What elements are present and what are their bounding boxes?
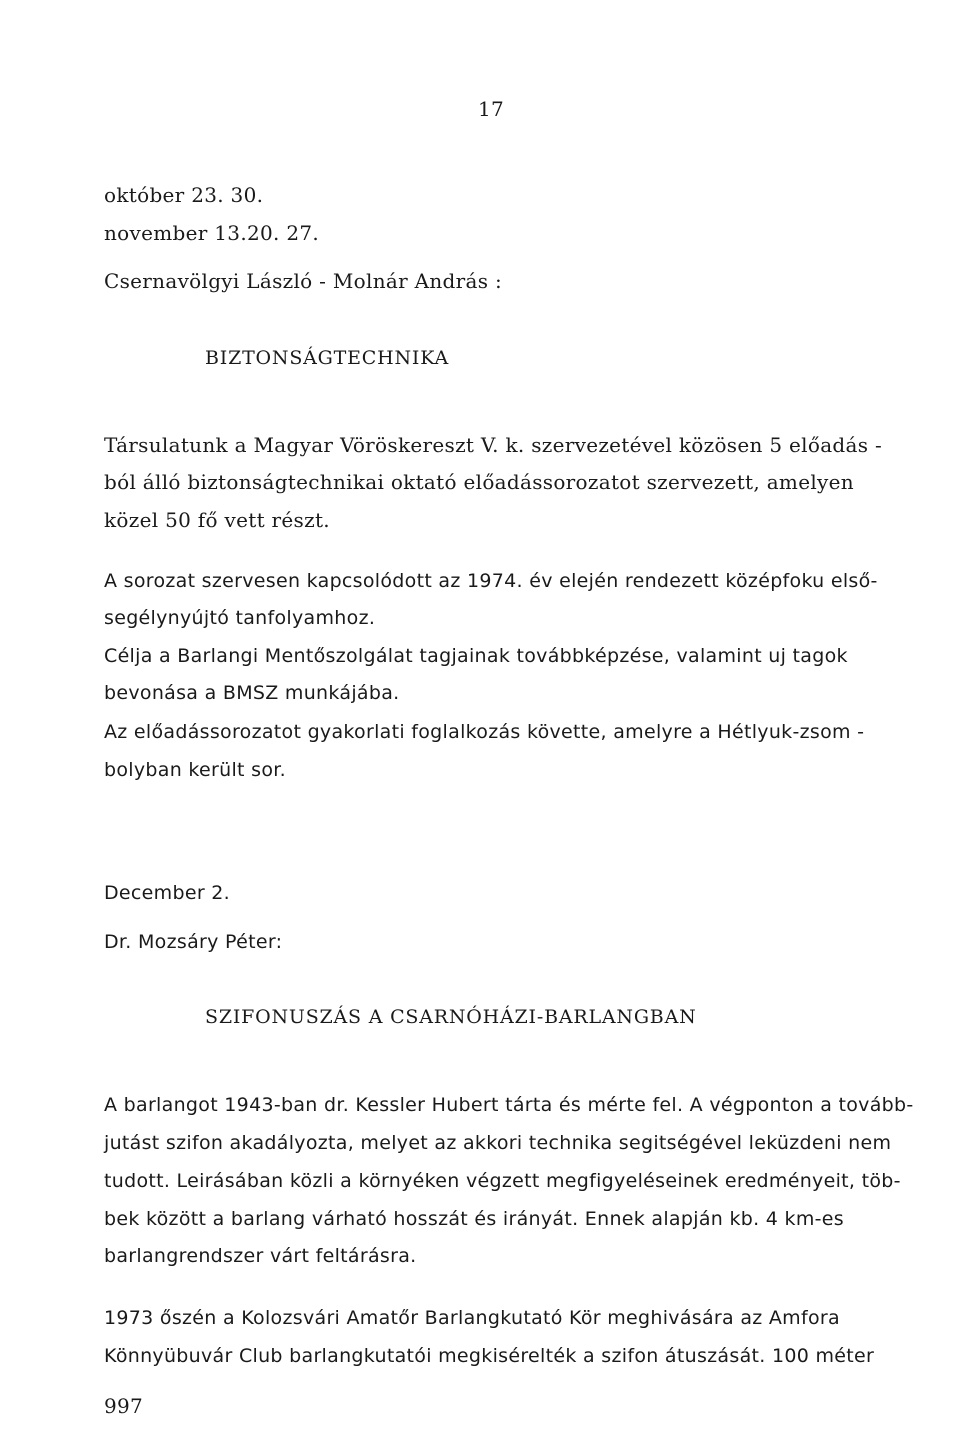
paragraph-line: A barlangot 1943-ban dr. Kessler Hubert tárta és mérte fel. A végponton a tovább- [104,1094,914,1116]
section1-title: BIZTONSÁGTECHNIKA [205,347,449,369]
paragraph-line: ból álló biztonságtechnikai oktató előadássorozatot szervezett, amelyen [104,470,854,494]
paragraph-line: segélynyújtó tanfolyamhoz. [104,607,376,629]
paragraph-line: 1973 őszén a Kolozsvári Amatőr Barlangkutató Kör meghivására az Amfora [104,1307,840,1329]
paragraph-line: Az előadássorozatot gyakorlati foglalkozás követte, amelyre a Hétlyuk-zsom - [104,721,865,743]
section2-author: Dr. Mozsáry Péter: [104,931,283,953]
paragraph-line: A sorozat szervesen kapcsolódott az 1974. év elején rendezett középfoku első- [104,570,878,592]
paragraph-line: barlangrendszer várt feltárásra. [104,1245,417,1267]
section2-date: December 2. [104,882,230,904]
paragraph-line: bolyban került sor. [104,759,286,781]
paragraph-line: tudott. Leirásában közli a környéken végzett megfigyeléseinek eredményeit, töb- [104,1170,901,1192]
date-line: október 23. 30. [104,183,264,207]
paragraph-line: közel 50 fő vett részt. [104,508,330,532]
paragraph-line: jutást szifon akadályozta, melyet az akkori technika segitségével leküzdeni nem [104,1132,892,1154]
paragraph-line: bevonása a BMSZ munkájába. [104,682,400,704]
section1-authors: Csernavölgyi László - Molnár András : [104,269,502,293]
section2-title: SZIFONUSZÁS A CSARNÓHÁZI-BARLANGBAN [205,1006,697,1028]
page-number: 17 [478,97,505,121]
footer-number: 997 [104,1394,144,1418]
paragraph-line: bek között a barlang várható hosszát és irányát. Ennek alapján kb. 4 km-es [104,1208,844,1230]
paragraph-line: Könnyübuvár Club barlangkutatói megkisérelték a szifon átuszását. 100 méter [104,1345,875,1367]
paragraph-line: Társulatunk a Magyar Vöröskereszt V. k. szervezetével közösen 5 előadás - [104,433,883,457]
paragraph-line: Célja a Barlangi Mentőszolgálat tagjainak továbbképzése, valamint uj tagok [104,645,848,667]
date-line: november 13.20. 27. [104,221,320,245]
